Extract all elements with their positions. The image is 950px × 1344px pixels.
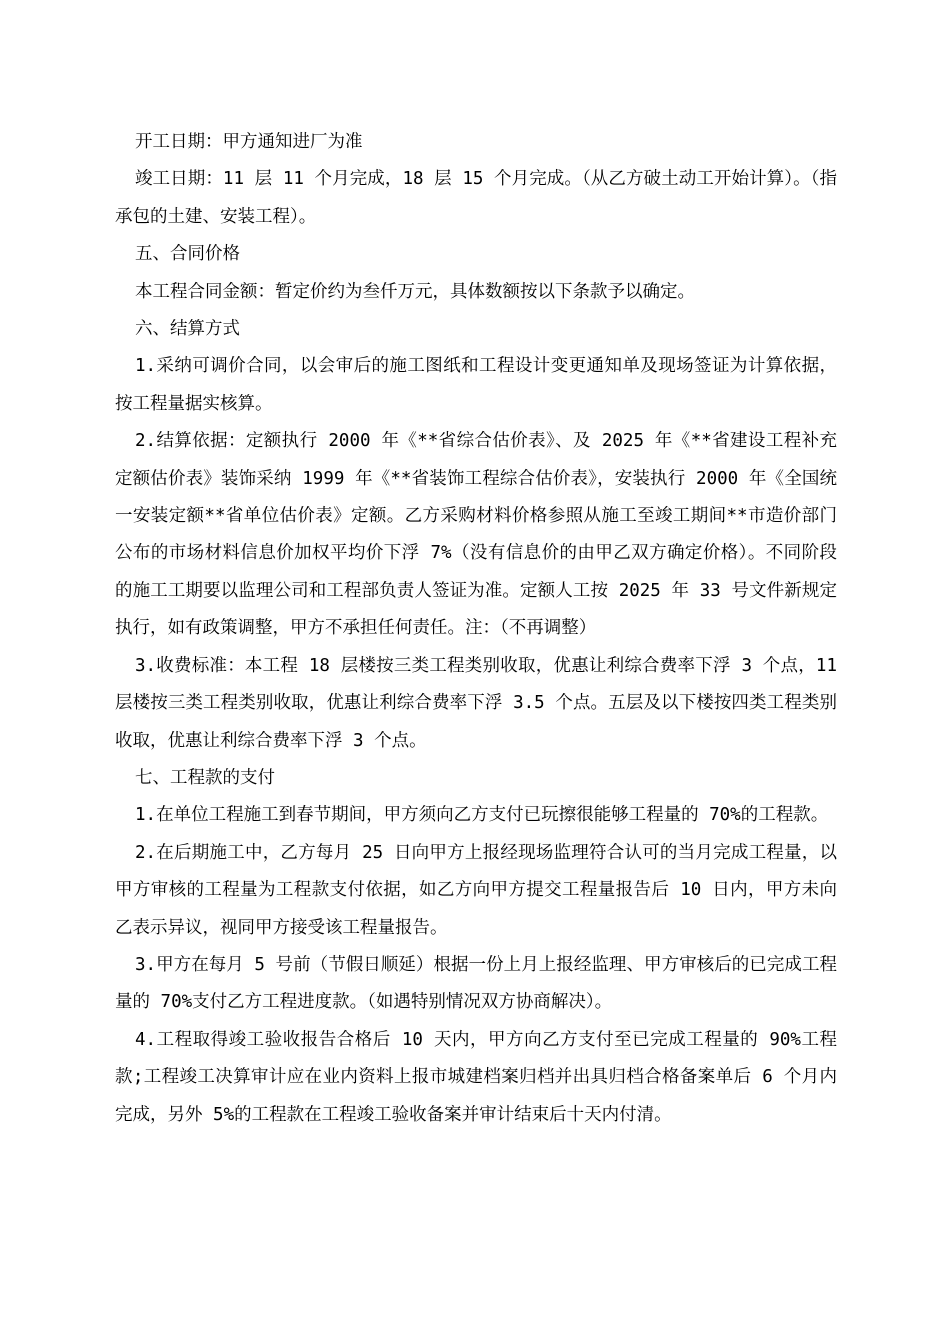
payment-item-3: 3.甲方在每月 5 号前（节假日顺延）根据一份上月上报经监理、甲方审核后的已完成工程量的 70%支付乙方工程进度款。（如遇特别情况双方协商解决）。 — [115, 954, 837, 1013]
payment-item-2: 2.在后期施工中，乙方每月 25 日向甲方上报经现场监理符合认可的当月完成工程量，以甲方审核的工程量为工程款支付依据，如乙方向甲方提交工程量报告后 10 日内，甲方未向乙表示异议，视同甲方接受该工程量报告。 — [115, 842, 838, 938]
start-date-line: 开工日期：甲方通知进厂为准 — [135, 132, 363, 152]
settlement-item-3: 3.收费标准：本工程 18 层楼按三类工程类别收取，优惠让利综合费率下浮 3 个点，11 层楼按三类工程类别收取，优惠让利综合费率下浮 3.5 个点。五层及以下楼按四类工程类别收取，优惠让利综合费率下浮 3 个点。 — [115, 655, 837, 751]
payment-item-1: 1.在单位工程施工到春节期间，甲方须向乙方支付已玩擦很能够工程量的 70%的工程款。 — [135, 805, 829, 826]
payment-item-4: 4.工程取得竣工验收报告合格后 10 天内，甲方向乙方支付至已完成工程量的 90%工程款;工程竣工决算审计应在业内资料上报市城建档案归档并出具归档合格备案单后 6 个月内完成，另外 5%的工程款在工程竣工验收备案并审计结束后十天内付清。 — [115, 1029, 837, 1125]
contract-amount-paragraph: 本工程合同金额：暂定价约为叁仟万元，具体数额按以下条款予以确定。 — [135, 281, 695, 302]
completion-date-paragraph: 竣工日期：11 层 11 个月完成，18 层 15 个月完成。（从乙方破土动工开始计算）。（指承包的土建、安装工程）。 — [115, 169, 837, 227]
section-heading-payment: 七、工程款的支付 — [135, 767, 275, 788]
section-heading-contract-price: 五、合同价格 — [135, 244, 240, 265]
document-body — [115, 124, 837, 1134]
settlement-item-2: 2.结算依据：定额执行 2000 年《**省综合估价表》、及 2025 年《**省建设工程补充定额估价表》装饰采纳 1999 年《**省装饰工程综合估价表》，安装执行 2000 年《全国统一安装定额**省单位估价表》定额。乙方采购材料价格参照从施工至竣工期间**市造价部门公布的市场材料信息价加权平均价下浮 7%（没有信息价的由甲乙双方确定价格）。不同阶段的施工工期要以监理公司和工程部负责人签证为准。定额人工按 2025 年 33 号文件新规定执行，如有政策调整，甲方不承担任何责任。注：（不再调整） — [115, 431, 837, 639]
settlement-item-1: 1.采纳可调价合同，以会审后的施工图纸和工程设计变更通知单及现场签证为计算依据，按工程量据实核算。 — [115, 356, 837, 414]
section-heading-settlement-method: 六、结算方式 — [135, 319, 240, 340]
